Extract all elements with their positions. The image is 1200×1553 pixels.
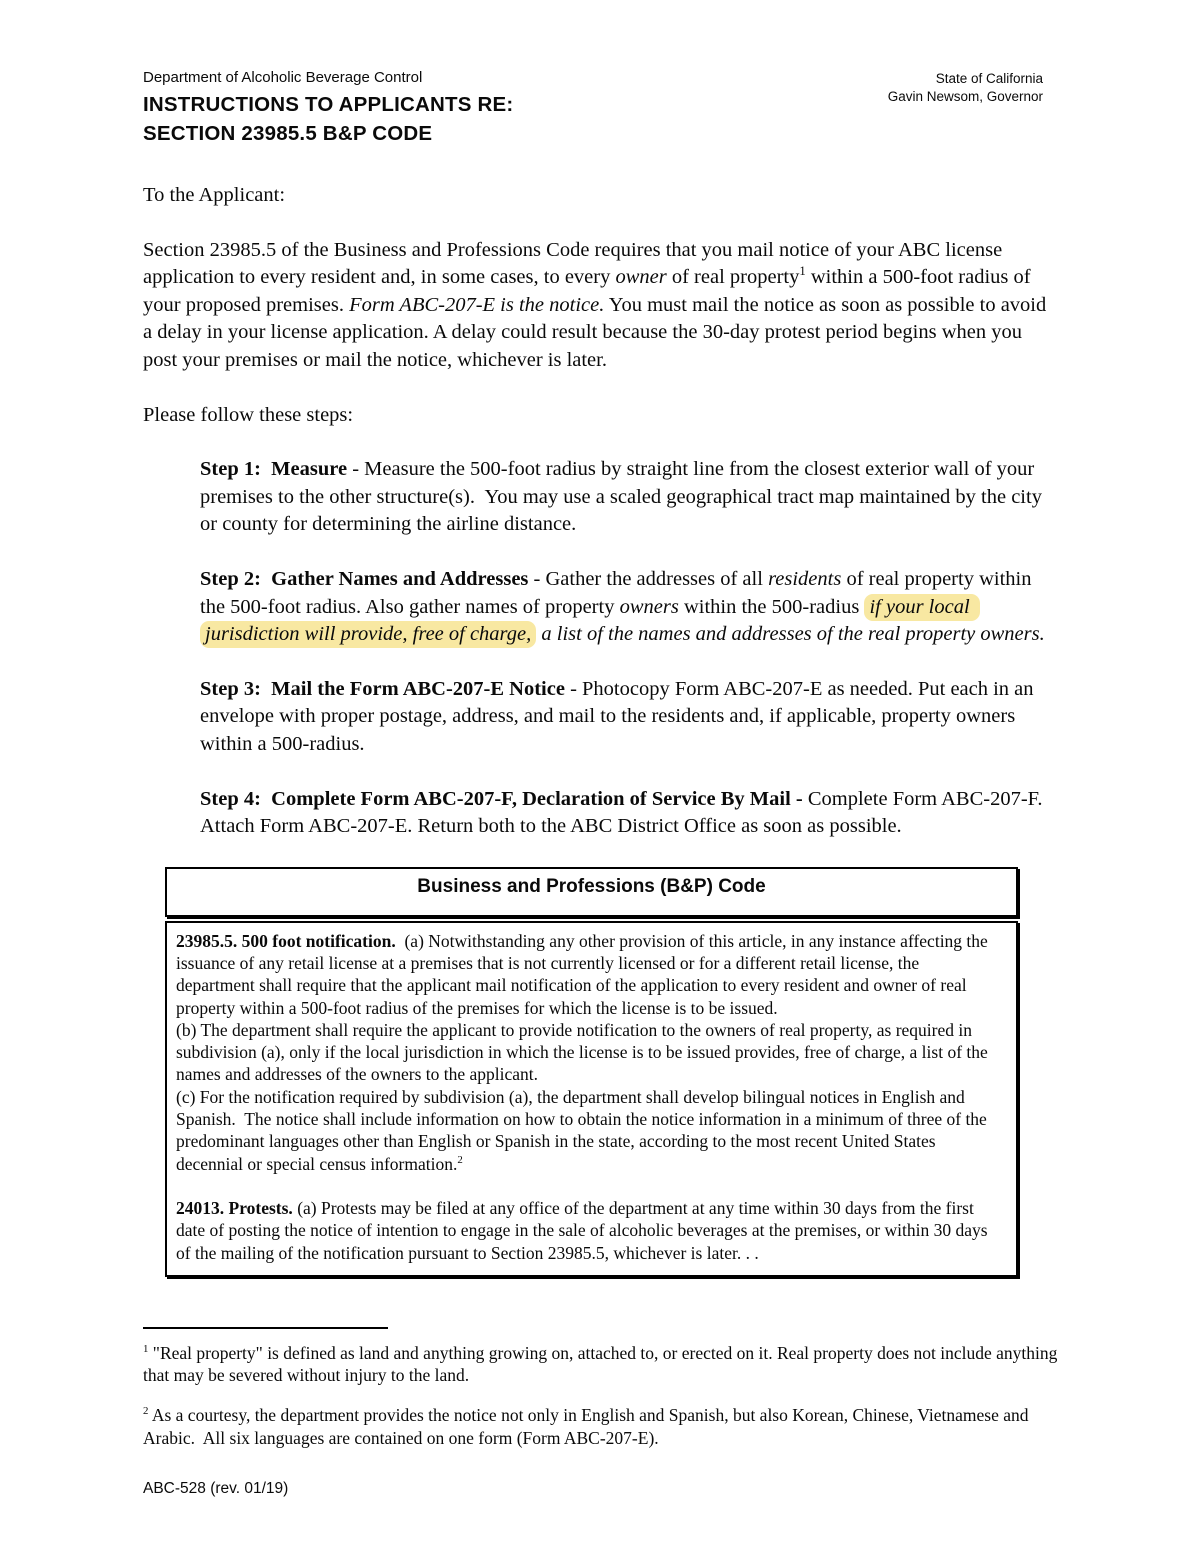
bp-section-23985-a: 23985.5. 500 foot notification. (a) Notwithstanding any other provision of this article, in any instance affecting the issuance of any retail license at a premises that is not currently licensed or for a different retail license, the department shall require that the applicant mail notification of the application to every resident and owner of real property within a 500-foot radius of the premises for which the license is to be issued. [176, 930, 993, 1018]
state-line: State of California [935, 71, 1043, 86]
page-title-line1: INSTRUCTIONS TO APPLICANTS RE: [143, 93, 514, 116]
step-3: Step 3: Mail the Form ABC-207-E Notice - Photocopy Form ABC-207-E as needed. Put each in an envelope with proper postage, address, and mail to the residents and, if applicable, property owners within a 500-radius. [200, 677, 1039, 755]
bp-section-23985-b: (b) The department shall require the applicant to provide notification to the owners of real property, as required in subdivision (a), only if the local jurisdiction in which the license is to be issued provides, free of charge, a list of the names and addresses of the owners to the applicant. [176, 1019, 993, 1085]
bp-section-spacer [176, 1175, 990, 1197]
department-name: Department of Alcoholic Beverage Control [143, 69, 423, 86]
header-right [888, 68, 1060, 106]
form-number: ABC-528 (rev. 01/19) [143, 1480, 289, 1498]
bp-section-24013: 24013. Protests. (a) Protests may be filed at any office of the department at any time within 30 days from the first date of posting the notice of intention to engage in the sale of alcoholic beverages at the premises, or within 30 days of the mailing of the notification pursuant to Section 23985.5, whichever is later. . . [176, 1197, 992, 1263]
intro-paragraph: Section 23985.5 of the Business and Professions Code requires that you mail notice of your ABC license application to every resident and, in some cases, to every owner of real property$^1$ within a 500-foot radius of your proposed premises. Form ABC-207-E is the notice. You must mail the notice as soon as possible to avoid a delay in your license application. A delay could result because the 30-day protest period begins when you post your premises or mail the notice, whichever is later. [143, 238, 1052, 371]
steps-list [200, 456, 1048, 841]
footnotes [143, 1327, 1060, 1449]
header [143, 68, 1060, 148]
footnote-rule [143, 1327, 388, 1329]
bp-section-23985-c: (c) For the notification required by subdivision (a), the department shall develop bilingual notices in English and Spanish. The notice shall include information on how to obtain the notice information in a minimum of three of the predominant languages other than English or Spanish in the state, according to the most recent United States decennial or special census information.$^2$ [176, 1086, 992, 1174]
step-4: Step 4: Complete Form ABC-207-F, Declaration of Service By Mail - Complete Form ABC-207-F. Attach Form ABC-207-E. Return both to the ABC District Office as soon as possible. [200, 787, 1047, 838]
page-title-line2: SECTION 23985.5 B&P CODE [143, 122, 433, 145]
steps-intro: Please follow these steps: [143, 403, 354, 426]
step-2: Step 2: Gather Names and Addresses - Gather the addresses of all residents of real property within the 500-foot radius. Also gather names of property owners within the 500-radius if your local jurisdiction will provide, free of charge, a list of the names and addresses of the real property owners. [200, 566, 1048, 649]
step-1: Step 1: Measure - Measure the 500-foot radius by straight line from the closest exterior wall of your premises to the other structure(s). You may use a scaled geographical tract map maintained by the city or county for determining the airline distance. [200, 458, 1048, 536]
governor-line: Gavin Newsom, Governor [887, 89, 1043, 104]
bp-code-box-title: Business and Professions (B&P) Code [165, 867, 1018, 917]
bp-code-box [165, 867, 1018, 1277]
bp-code-box-body [165, 921, 1018, 1277]
salutation: To the Applicant: [143, 184, 286, 206]
footnote-2: $^2$ As a courtesy, the department provides the notice not only in English and Spanish, but also Korean, Chinese, Vietnamese and Arabic. All six languages are contained on one form (Form ABC-207-E). [143, 1405, 1032, 1448]
footnote-1: $^1$ "Real property" is defined as land and anything growing on, attached to, or erected on it. Real property does not include anything that may be severed without injury to the land. [143, 1342, 1062, 1386]
header-left [143, 68, 513, 148]
